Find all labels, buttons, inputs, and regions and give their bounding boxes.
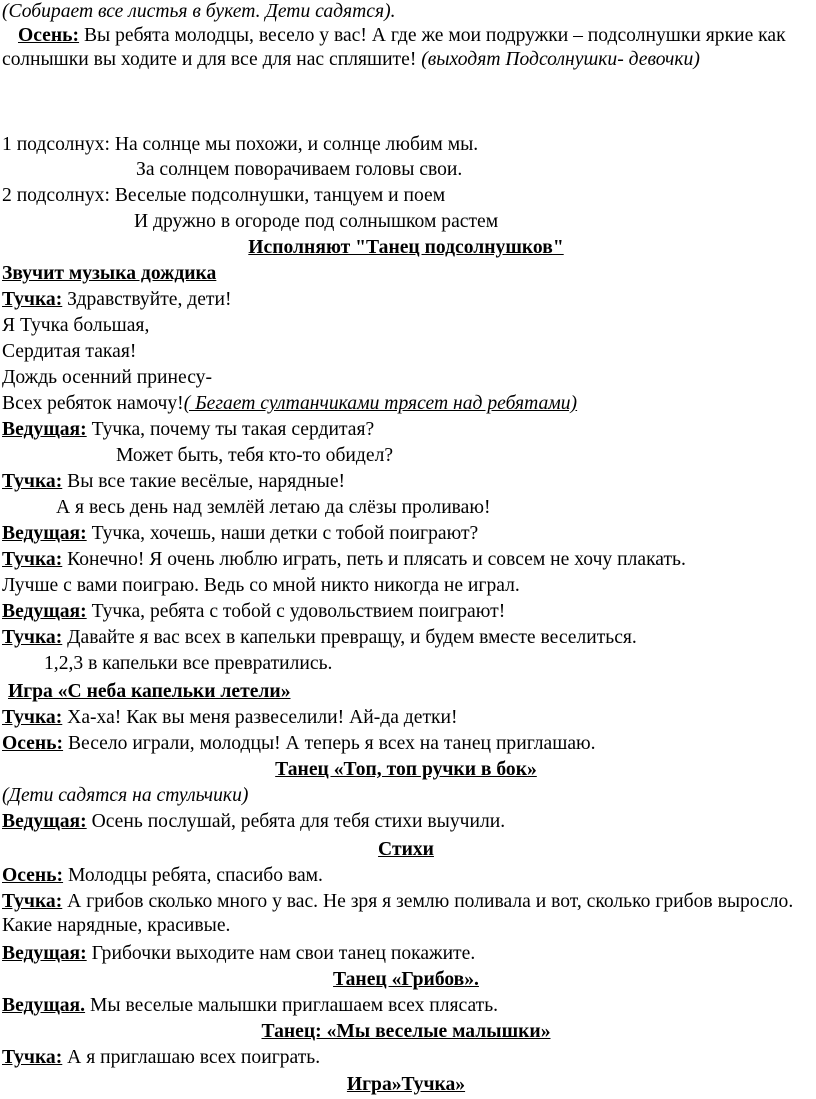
speech-line	[2, 942, 810, 966]
speech-text: Вы ребята молодцы, весело у вас! А где же мои подружки – подсолнушки яркие как солнышки вы ходите и для все для нас спляшите!	[2, 25, 786, 70]
speech-text: Ха-ха! Как вы меня развеселили! Ай-да детки!	[62, 707, 458, 728]
speaker-label: Тучка:	[2, 707, 63, 728]
section-heading: Исполняют "Танец подсолнушков"	[248, 237, 564, 258]
speaker-label: Осень:	[2, 733, 64, 754]
speech-line	[2, 470, 810, 494]
verse-line: 2 подсолнух: Веселые подсолнушки, танцуем и поем	[2, 185, 446, 206]
speech-text: Всех ребяток намочу!	[2, 393, 184, 414]
speech-line	[2, 600, 810, 624]
speech-text: Молодцы ребята, спасибо вам.	[63, 865, 323, 886]
section-heading: Стихи	[378, 839, 434, 860]
speech-line	[2, 626, 810, 650]
section-heading: Звучит музыка дождика	[2, 263, 217, 284]
speaker-label: Ведущая:	[2, 601, 87, 622]
speech-text: Давайте я вас всех в капельки превращу, и будем вместе веселиться.	[62, 627, 637, 648]
speaker-label: Тучка:	[2, 289, 63, 310]
speaker-label: Тучка:	[2, 891, 63, 912]
speech-continuation: Лучше с вами поиграю. Ведь со мной никто никогда не играл.	[2, 575, 520, 596]
speech-line	[2, 810, 810, 834]
speech-text: Осень послушай, ребята для тебя стихи выучили.	[86, 811, 506, 832]
speech-line	[2, 548, 810, 572]
speech-text: А грибов сколько много у вас. Не зря я землю поливала и вот, сколько грибов выросло. Какие нарядные, красивые.	[2, 891, 794, 936]
stage-direction: (Собирает все листья в букет. Дети садятся).	[2, 1, 396, 22]
section-heading: Игра»Тучка»	[346, 1074, 466, 1095]
speech-text: Тучка, хочешь, наши детки с тобой поиграют?	[86, 523, 479, 544]
speech-line	[2, 706, 810, 730]
speech-line	[2, 1046, 810, 1070]
speaker-label: Ведущая:	[2, 811, 87, 832]
speech-line	[2, 288, 810, 312]
speech-text: Тучка, почему ты такая сердитая?	[86, 419, 375, 440]
speech-line	[2, 994, 810, 1018]
speaker-label: Тучка:	[2, 627, 63, 648]
verse-line: Я Тучка большая,	[2, 315, 150, 336]
speech-line	[2, 418, 810, 442]
stage-direction: (выходят Подсолнушки- девочки)	[421, 49, 700, 70]
speech-text: Тучка, ребята с тобой с удовольствием поиграют!	[86, 601, 506, 622]
verse-line: Дождь осенний принесу-	[2, 367, 212, 388]
speaker-label: Ведущая:	[2, 943, 87, 964]
speaker-label: Тучка:	[2, 549, 63, 570]
verse-line: Сердитая такая!	[2, 341, 137, 362]
section-heading: Игра «С неба капельки летели»	[8, 681, 291, 702]
section-heading: Танец: «Мы веселые малышки»	[261, 1021, 551, 1042]
speech-text: А я приглашаю всех поиграть.	[62, 1047, 321, 1068]
verse-line: 1 подсолнух: На солнце мы похожи, и солнце любим мы.	[2, 134, 479, 155]
speech-text: Вы все такие весёлые, нарядные!	[62, 471, 346, 492]
speech-line	[2, 890, 810, 938]
speech-line	[2, 522, 810, 546]
speech-line	[2, 864, 810, 888]
verse-line	[2, 392, 810, 416]
speech-text: Здравствуйте, дети!	[62, 289, 232, 310]
speaker-label: Осень:	[2, 865, 64, 886]
speech-text: Весело играли, молодцы! А теперь я всех на танец приглашаю.	[63, 733, 596, 754]
speech-text: Мы веселые малышки приглашаем всех плясать.	[85, 995, 499, 1016]
stage-direction: ( Бегает султанчиками трясет над ребятами)	[183, 393, 578, 414]
speech-line	[2, 24, 810, 72]
speaker-label: Осень:	[18, 25, 80, 46]
verse-line: За солнцем поворачиваем головы свои.	[136, 159, 463, 180]
speech-line	[2, 732, 810, 756]
speaker-label: Тучка:	[2, 471, 63, 492]
speaker-label: Ведущая:	[2, 523, 87, 544]
stage-direction: (Дети садятся на стульчики)	[2, 785, 249, 806]
speech-continuation: Может быть, тебя кто-то обидел?	[116, 445, 394, 466]
speech-text: Конечно! Я очень люблю играть, петь и плясать и совсем не хочу плакать.	[62, 549, 686, 570]
verse-line: И дружно в огороде под солнышком растем	[134, 211, 499, 232]
speaker-label: Ведущая.	[2, 995, 86, 1016]
speech-text: Грибочки выходите нам свои танец покажите.	[86, 943, 476, 964]
section-heading: Танец «Топ, топ ручки в бок»	[275, 759, 537, 780]
speech-continuation: А я весь день над землёй летаю да слёзы проливаю!	[56, 497, 491, 518]
section-heading: Танец «Грибов».	[333, 969, 479, 990]
speaker-label: Тучка:	[2, 1047, 63, 1068]
speaker-label: Ведущая:	[2, 419, 87, 440]
speech-continuation: 1,2,3 в капельки все превратились.	[44, 653, 333, 674]
